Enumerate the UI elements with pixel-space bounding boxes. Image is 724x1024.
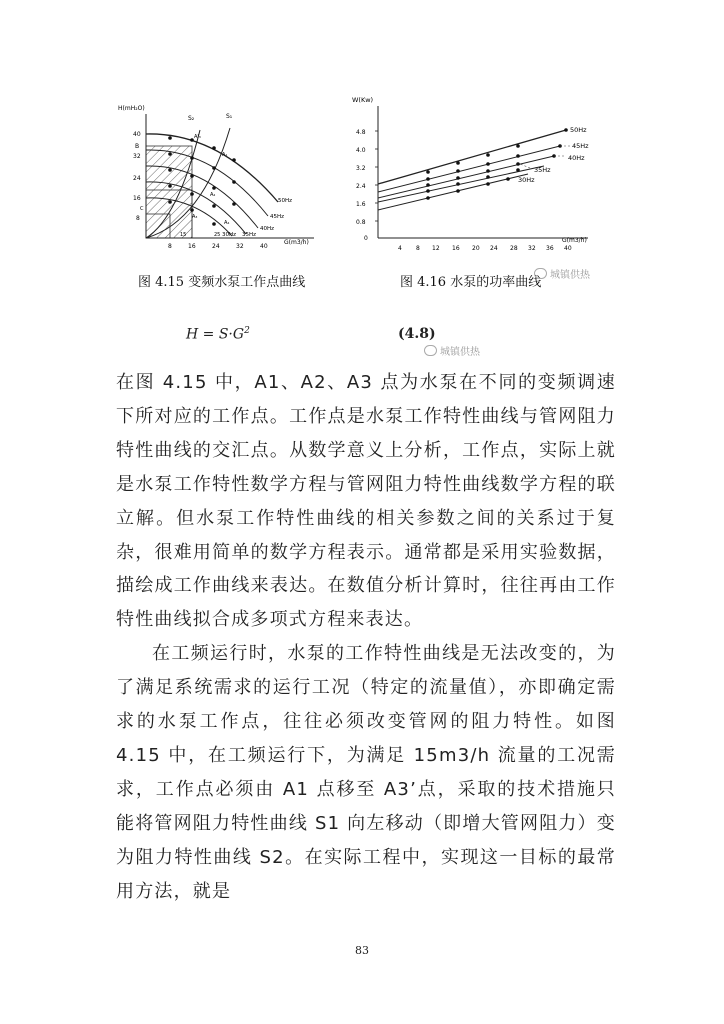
- page-number: 83: [355, 944, 369, 957]
- fig1-curve-label: 45Hz: [270, 214, 285, 220]
- fig1-y-tick: 40: [133, 131, 141, 138]
- fig2-x-tick: 40: [564, 245, 572, 252]
- wechat-icon: [534, 268, 547, 279]
- equation-number: (4.8): [398, 326, 436, 342]
- fig2-y-axis-label: W(Kw): [352, 96, 374, 104]
- fig2-x-tick: 4: [398, 245, 402, 252]
- figure-4-15-caption: 图 4.15 变频水泵工作点曲线: [138, 275, 306, 290]
- fig2-y-tick: 4.0: [356, 147, 366, 154]
- body-text: [116, 366, 616, 909]
- fig2-y-tick: 3.2: [356, 165, 366, 172]
- fig2-y-tick: 2.4: [356, 183, 366, 190]
- watermark-text: 城镇供热: [550, 270, 590, 281]
- fig2-x-tick: 12: [432, 245, 440, 252]
- fig2-x-tick: 8: [416, 245, 420, 252]
- fig2-x-tick: 36: [546, 245, 554, 252]
- figure-4-15-pump-curves: [118, 98, 326, 256]
- equation-lhs: H = S·G: [186, 326, 245, 343]
- fig1-system-curve-label: S₂: [188, 115, 195, 122]
- fig1-point-label: A₂: [210, 192, 216, 198]
- fig2-x-tick: 28: [510, 245, 518, 252]
- fig1-point-label: A'₃: [194, 134, 201, 140]
- fig1-x-tick: 24: [212, 243, 220, 250]
- fig2-series-label: 45Hz: [572, 142, 589, 150]
- fig1-x-axis-label: G(m3/h): [284, 239, 309, 246]
- fig1-curve-label: 50Hz: [278, 198, 293, 204]
- fig1-curve-label: 40Hz: [260, 226, 275, 232]
- watermark-text: 城镇供热: [440, 347, 480, 358]
- fig2-x-tick: 32: [528, 245, 536, 252]
- fig1-curve-label: 30Hz: [222, 232, 237, 238]
- fig1-point-label: C: [140, 206, 144, 212]
- paragraph: 在工频运行时，水泵的工作特性曲线是无法改变的，为了满足系统需求的运行工况（特定的流量值），亦即确定需求的水泵工作点，往往必须改变管网的阻力特性。如图 4.15 中，在工频运行下，为满足 15m3/h 流量的工况需求，工作点必须由 A1 点移至 A3’点，采取的技术措施只能将管网阻力特性曲线 S1 向左移动（即增大管网阻力）变为阻力特性曲线 S2。在实际工程中，实现这一目标的最常用方法，就是: [116, 643, 616, 902]
- fig2-y-tick: 0: [364, 235, 368, 242]
- fig2-series-label: 50Hz: [570, 126, 587, 134]
- fig1-point-label: 15: [180, 232, 187, 238]
- fig1-y-tick: 32: [133, 153, 141, 160]
- fig2-series-label: 40Hz: [568, 154, 585, 162]
- fig2-y-tick: 0.8: [356, 219, 366, 226]
- fig1-x-tick: 40: [260, 243, 268, 250]
- fig1-point-label: A₁: [222, 152, 228, 158]
- fig2-x-axis-label: G(m3/h): [562, 237, 587, 244]
- fig1-x-tick: 16: [188, 243, 196, 250]
- paragraph: 在图 4.15 中，A1、A2、A3 点为水泵在不同的变频调速下所对应的工作点。工作点是水泵工作特性曲线与管网阻力特性曲线的交汇点。从数学意义上分析，工作点，实际上就是水泵工作特性数学方程与管网阻力特性曲线数学方程的联立解。但水泵工作特性曲线的相关参数之间的关系过于复杂，很难用简单的数学方程表示。通常都是采用实验数据，描绘成工作曲线来表达。在数值分析计算时，往往再由工作特性曲线拟合成多项式方程来表达。: [116, 372, 616, 631]
- figure-4-16-power-curves: [348, 92, 596, 262]
- fig1-point-label: A₄: [224, 220, 230, 226]
- fig1-y-tick: 16: [133, 195, 141, 202]
- fig2-x-tick: 16: [452, 245, 460, 252]
- fig1-system-curve-label: S₁: [226, 113, 233, 120]
- fig2-series-label: 30Hz: [518, 176, 535, 184]
- fig1-x-tick: 8: [168, 243, 172, 250]
- equation-exponent: 2: [244, 326, 250, 336]
- fig1-y-tick: 8: [136, 215, 140, 222]
- fig2-x-tick: 20: [472, 245, 480, 252]
- fig2-series-label: 35Hz: [534, 166, 551, 174]
- fig1-y-axis-label: H(mH₂O): [118, 105, 145, 112]
- watermark: [424, 343, 480, 358]
- watermark: [534, 266, 590, 281]
- fig2-y-tick: 1.6: [356, 201, 366, 208]
- fig1-x-tick: 32: [236, 243, 244, 250]
- fig1-curve-label: 35Hz: [242, 232, 257, 238]
- fig1-point-label: A₃: [192, 214, 198, 220]
- fig1-point-label: 25: [214, 232, 221, 238]
- wechat-icon: [424, 345, 437, 356]
- figure-4-16-caption: 图 4.16 水泵的功率曲线: [400, 275, 542, 290]
- fig1-y-tick: 24: [133, 175, 141, 182]
- equation: [186, 326, 250, 343]
- fig2-x-tick: 24: [490, 245, 498, 252]
- fig1-y-tick: B: [135, 143, 140, 150]
- fig2-y-tick: 4.8: [356, 129, 366, 136]
